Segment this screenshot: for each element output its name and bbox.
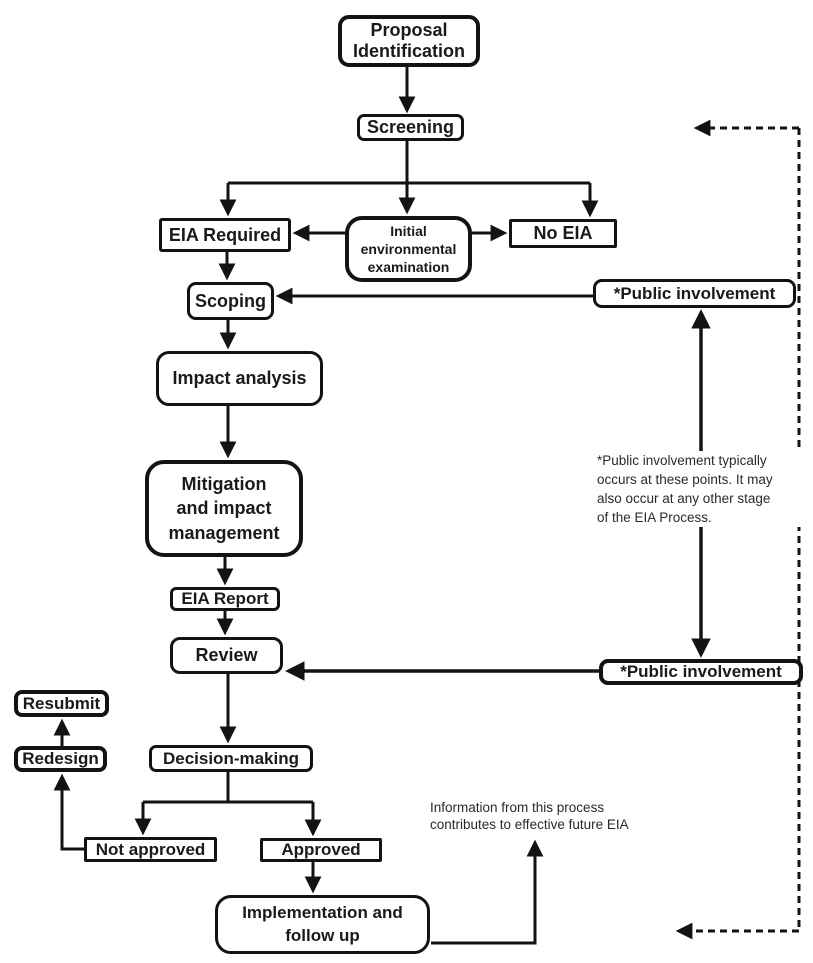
note-line: Information from this process	[430, 800, 605, 815]
note-line: *Public involvement typically	[597, 453, 767, 468]
note-line: contributes to effective future EIA	[430, 817, 629, 832]
node-label: Not approved	[95, 839, 206, 859]
node-label: management	[168, 522, 280, 543]
node-scoping	[187, 282, 274, 320]
node-decision-making	[149, 745, 313, 772]
node-label: Proposal	[370, 20, 448, 41]
node-eia-required	[159, 218, 291, 252]
node-impact-analysis	[156, 351, 323, 406]
note-line: of the EIA Process.	[597, 510, 712, 525]
node-implementation-and-follow-up	[215, 895, 430, 954]
node-label: Decision-making	[162, 748, 300, 768]
node-eia-report	[170, 587, 280, 611]
node-not-approved	[84, 837, 217, 862]
node-label: environmental	[360, 240, 457, 257]
note-line: also occur at any other stage	[597, 491, 771, 506]
note-information-feedback	[430, 799, 680, 833]
node-initial-environmental-examination	[345, 216, 472, 282]
node-label: EIA Report	[181, 589, 269, 609]
node-label: Approved	[281, 840, 361, 860]
arrow-implementation-to-info-note	[431, 843, 535, 943]
node-public-involvement-top	[593, 279, 796, 308]
node-label: *Public involvement	[613, 283, 776, 303]
node-label: Impact analysis	[172, 368, 307, 389]
node-label: follow up	[285, 925, 360, 945]
node-label: Scoping	[195, 290, 266, 311]
node-label: Review	[195, 645, 258, 666]
node-label: *Public involvement	[620, 662, 782, 682]
node-label: and impact	[176, 498, 272, 519]
node-label: examination	[367, 259, 450, 276]
node-label: Mitigation	[181, 474, 267, 495]
node-proposal-identification	[338, 15, 480, 67]
node-public-involvement-bottom	[599, 659, 803, 685]
node-approved	[260, 838, 382, 862]
node-label: Identification	[353, 41, 465, 61]
note-public-involvement	[597, 451, 810, 527]
node-label: No EIA	[533, 223, 593, 244]
node-label: Implementation and	[242, 903, 403, 923]
node-label: Initial	[390, 222, 427, 239]
arrow-not-approved-to-redesign	[62, 777, 86, 849]
node-review	[170, 637, 283, 674]
node-label: Screening	[366, 117, 455, 138]
node-screening	[357, 114, 464, 141]
node-label: EIA Required	[168, 224, 282, 245]
node-label: Redesign	[22, 749, 99, 769]
node-label: Resubmit	[22, 693, 101, 713]
node-redesign	[14, 746, 107, 772]
node-no-eia	[509, 219, 617, 248]
note-line: occurs at these points. It may	[597, 472, 773, 487]
node-mitigation-and-impact-management	[145, 460, 303, 557]
node-resubmit	[14, 690, 109, 717]
